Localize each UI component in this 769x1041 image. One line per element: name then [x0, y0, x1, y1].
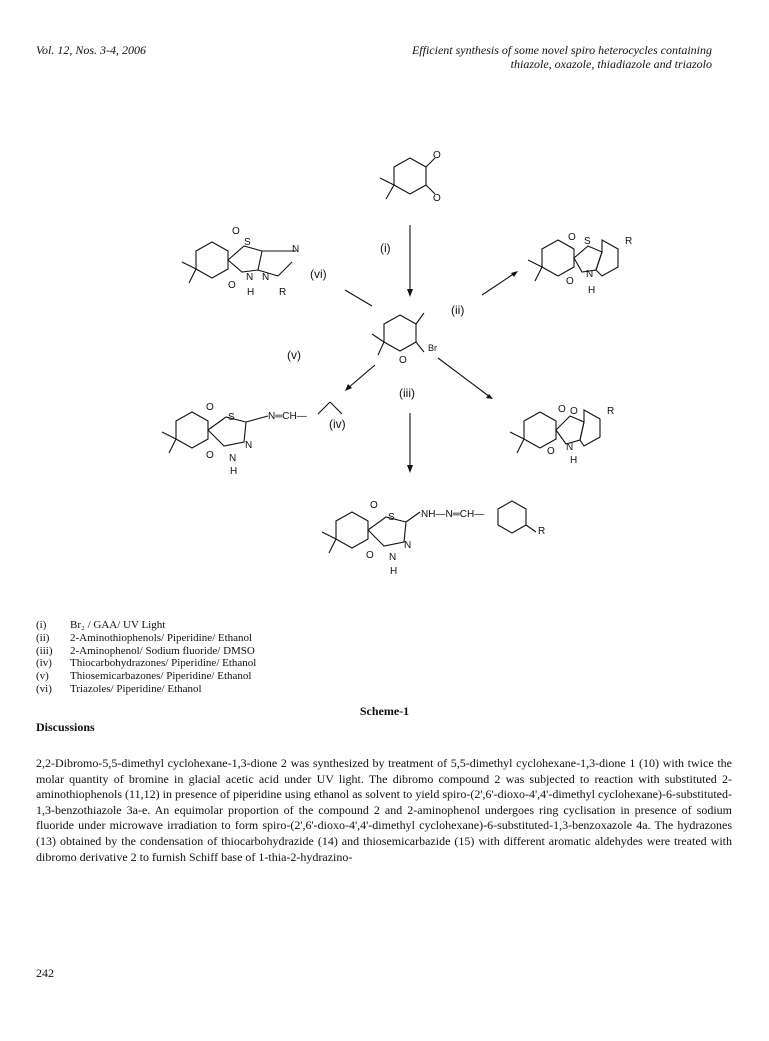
hydrazone-label: N═CH— — [268, 411, 307, 422]
atom-label: H — [247, 287, 255, 298]
atom-label: O — [366, 550, 374, 561]
compound-2 — [372, 313, 437, 366]
atom-label: S — [244, 237, 251, 248]
arrow-to-benzoxazole — [438, 358, 490, 397]
compound-1 — [380, 150, 441, 204]
atom-label: N — [389, 552, 397, 563]
legend-text: Triazoles/ Piperidine/ Ethanol — [70, 682, 202, 695]
atom-label: O — [566, 276, 574, 287]
atom-label: R — [279, 287, 287, 298]
atom-label: O — [558, 404, 566, 415]
page-number: 242 — [36, 966, 54, 980]
atom-label: S — [228, 412, 235, 423]
atom-label: N — [292, 244, 300, 255]
atom-label: O — [232, 226, 240, 237]
reagent-legend — [36, 619, 256, 696]
atom-label: H — [390, 566, 398, 577]
legend-text: Thiocarbohydrazones/ Piperidine/ Ethanol — [70, 657, 257, 670]
arrow-v — [348, 365, 375, 388]
atom-label: Br — [428, 343, 437, 353]
atom-label: N — [246, 272, 254, 283]
running-title — [272, 43, 712, 71]
legend-num: (i) — [36, 619, 47, 631]
arrow-vi — [345, 290, 372, 306]
legend-text: 2-Aminothiophenols/ Piperidine/ Ethanol — [70, 631, 253, 644]
step-iii: (iii) — [399, 386, 415, 400]
legend-row — [36, 683, 256, 696]
atom-label: N — [245, 440, 253, 451]
atom-label: H — [230, 466, 238, 477]
hydrazone-label: NH—N═CH— — [421, 509, 485, 520]
legend-row — [36, 632, 256, 645]
atom-label: O — [206, 450, 214, 461]
atom-label: R — [538, 526, 546, 537]
compound-benzothiazole — [528, 232, 632, 296]
legend-row — [36, 670, 256, 683]
legend-num: (vi) — [36, 682, 52, 695]
atom-label: N — [404, 540, 412, 551]
step-vi: (vi) — [310, 267, 327, 281]
atom-label: N — [229, 453, 237, 464]
scheme-caption: Scheme-1 — [359, 704, 410, 718]
section-title: Discussions — [36, 720, 95, 734]
body-paragraph: 2,2-Dibromo-5,5-dimethyl cyclohexane-1,3-dione 2 was synthesized by treatment of 5,5-dimethyl cyclohexane-1,3-dione 1 (10) with twice the molar quantity of bromine in glacial acetic acid under UV light. The dibromo compound 2 was subjected to reaction with substituted 2-aminothiophenols (11,12) in presence of piperidine using ethanol as solvent to yield spiro-(2',6'-dioxo-4',4'-dimethyl cyclohexane)-6-substituted-1,3-benzothiazole 3a-e. An equimolar proportion of the compound 2 and 2-aminophenol undergoes ring cyclisation in presence of sodium fluoride under microwave irradiation to form spiro-(2',6'-dioxo-4',4'-dimethyl cyclohexane)-6-substituted-1,3-benzoxazole 4a. The hydrazones (13) obtained by the condensation of thiocarbohydrazide (14) and thiosemicarbazide (15) with different aromatic aldehydes were treated with dibromo derivative 2 to furnish Schiff base of 1-thia-2-hydrazino- — [36, 756, 732, 864]
atom-label: O — [228, 280, 236, 291]
atom-label: N — [262, 272, 270, 283]
atom-label: N — [566, 442, 574, 453]
step-ii: (ii) — [451, 303, 465, 317]
legend-num: (iii) — [36, 644, 53, 657]
atom-label: S — [584, 236, 591, 247]
compound-thiadiazole — [162, 402, 342, 477]
journal-volume: Vol. 12, Nos. 3-4, 2006 — [36, 43, 147, 57]
atom-label: O — [370, 500, 378, 511]
legend-text: Thiosemicarbazones/ Piperidine/ Ethanol — [70, 670, 252, 683]
legend-row — [36, 619, 256, 632]
atom-label: N — [586, 269, 594, 280]
legend-num: (ii) — [36, 631, 50, 644]
atom-label: S — [388, 512, 395, 523]
atom-label: O — [206, 402, 214, 413]
atom-label: O — [433, 193, 441, 204]
legend-row — [36, 645, 256, 658]
legend-num: (iv) — [36, 657, 52, 670]
atom-label: O — [433, 150, 441, 161]
compound-benzoxazole — [510, 404, 614, 466]
reaction-scheme — [0, 100, 769, 620]
compound-schiff-base — [322, 500, 545, 577]
legend-num: (v) — [36, 670, 49, 683]
legend-text: 2-Aminophenol/ Sodium fluoride/ DMSO — [70, 644, 255, 657]
step-iv: (iv) — [329, 417, 346, 431]
legend-row — [36, 657, 256, 670]
running-title-line-2: thiazole, oxazole, thiadiazole and triazolo — [510, 57, 712, 71]
atom-label: R — [607, 406, 615, 417]
atom-label: H — [570, 455, 578, 466]
atom-label: O — [547, 446, 555, 457]
running-title-line-1: Efficient synthesis of some novel spiro heterocycles containing — [411, 43, 712, 57]
atom-label: H — [588, 285, 596, 296]
step-i: (i) — [380, 241, 391, 255]
arrow-ii — [482, 273, 515, 295]
atom-label: O — [570, 406, 578, 417]
atom-label: O — [568, 232, 576, 243]
compound-triazole — [182, 226, 299, 298]
step-v: (v) — [287, 348, 301, 362]
atom-label: O — [399, 355, 407, 366]
legend-text: Br₂ / GAA/ UV Light — [70, 619, 166, 631]
atom-label: R — [625, 236, 633, 247]
